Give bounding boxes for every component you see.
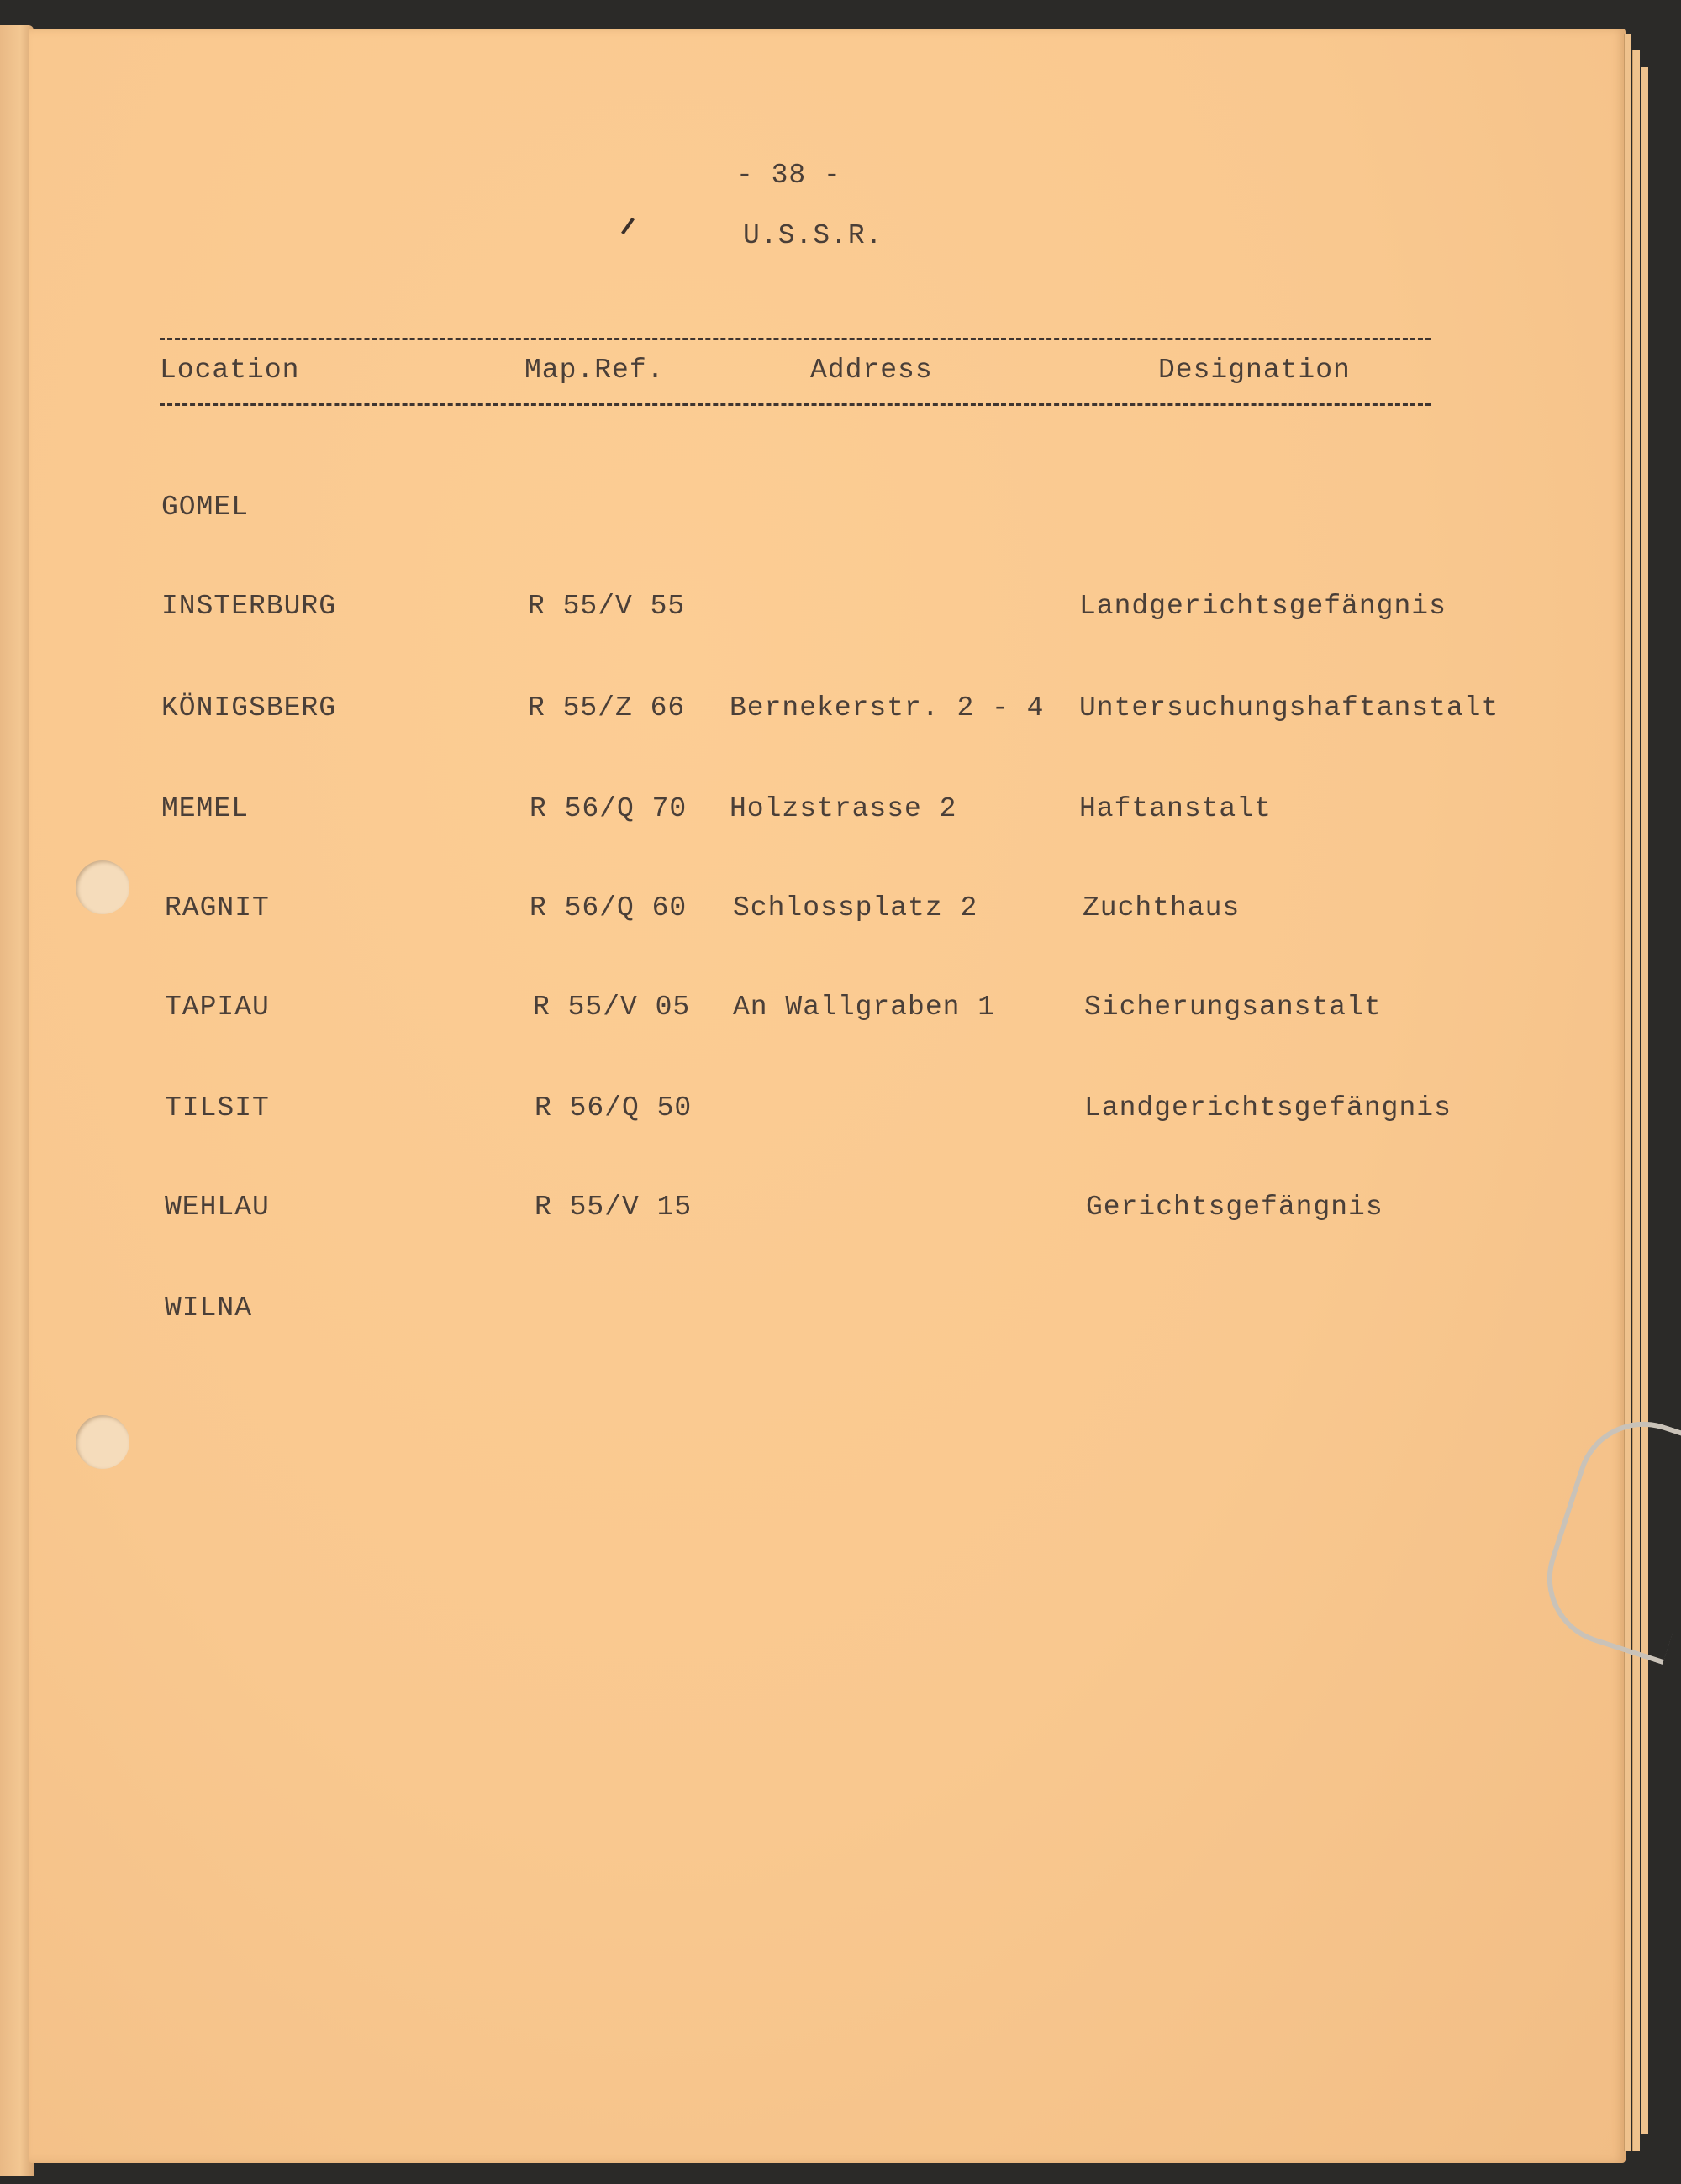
row-designation: Haftanstalt	[1079, 793, 1272, 824]
row-address: An Wallgraben 1	[733, 992, 996, 1023]
row-location: WILNA	[165, 1292, 253, 1324]
row-location: GOMEL	[161, 492, 250, 523]
punch-hole-bottom	[76, 1415, 129, 1469]
page-stack-edge	[1632, 50, 1640, 2151]
row-location: KÖNIGSBERG	[161, 692, 337, 724]
row-address: Bernekerstr. 2 - 4	[730, 692, 1045, 724]
column-header-address: Address	[810, 355, 933, 386]
row-map-ref: R 55/V 15	[535, 1192, 693, 1223]
page-number: - 38 -	[736, 160, 841, 191]
row-designation: Untersuchungshaftanstalt	[1079, 692, 1499, 724]
country-heading: U.S.S.R.	[743, 220, 883, 251]
row-map-ref: R 55/V 05	[533, 992, 691, 1023]
row-location: RAGNIT	[165, 892, 270, 924]
row-map-ref: R 56/Q 70	[530, 793, 688, 824]
row-designation: Sicherungsanstalt	[1084, 992, 1382, 1023]
header-rule-bottom	[160, 403, 1431, 406]
column-header-designation: Designation	[1158, 355, 1351, 386]
row-map-ref: R 55/Z 66	[528, 692, 686, 724]
row-location: INSTERBURG	[161, 591, 337, 622]
row-designation: Gerichtsgefängnis	[1086, 1192, 1383, 1223]
row-location: TILSIT	[165, 1092, 270, 1124]
row-map-ref: R 56/Q 60	[530, 892, 688, 924]
row-designation: Zuchthaus	[1083, 892, 1241, 924]
row-location: WEHLAU	[165, 1192, 270, 1223]
column-header-map-ref: Map.Ref.	[524, 355, 665, 386]
page-stack-edge	[1624, 34, 1631, 2151]
row-designation: Landgerichtsgefängnis	[1084, 1092, 1452, 1124]
column-header-location: Location	[160, 355, 300, 386]
header-rule-top	[160, 338, 1431, 340]
row-address: Holzstrasse 2	[730, 793, 957, 824]
punch-hole-top	[76, 860, 129, 914]
row-map-ref: R 56/Q 50	[535, 1092, 693, 1124]
page-stack-edge	[1641, 67, 1648, 2134]
row-designation: Landgerichtsgefängnis	[1079, 591, 1447, 622]
row-location: MEMEL	[161, 793, 250, 824]
row-location: TAPIAU	[165, 992, 270, 1023]
row-address: Schlossplatz 2	[733, 892, 978, 924]
row-map-ref: R 55/V 55	[528, 591, 686, 622]
